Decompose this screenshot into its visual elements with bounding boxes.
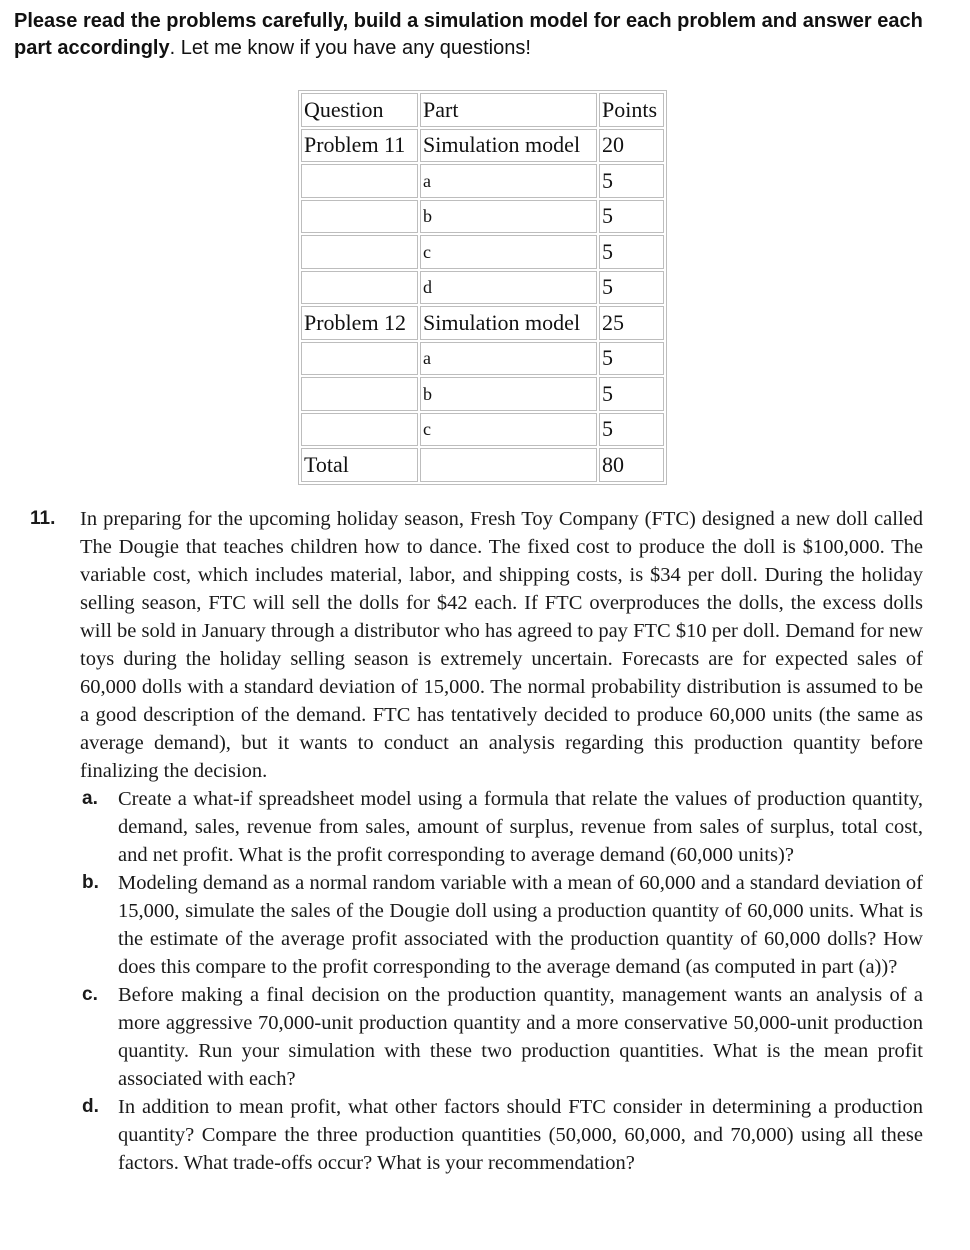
cell-question [301, 342, 418, 376]
points-table [298, 90, 667, 485]
cell-question [301, 164, 418, 198]
instructions [14, 8, 959, 62]
part-label: d. [82, 1096, 99, 1117]
cell-question: Problem 11 [301, 129, 418, 163]
header-points: Points [599, 93, 664, 127]
part-text: Create a what-if spreadsheet model using a formula that relate the values of production quantity, demand, sales, revenue from sales, amount of surplus, revenue from sales of surplus, total cost, and net profit. What is the profit corresponding to average demand (60,000 units)? [118, 788, 923, 866]
cell-part: d [420, 271, 597, 305]
table-row [301, 271, 664, 305]
cell-points: 5 [599, 342, 664, 376]
problem-part-a [30, 785, 923, 869]
header-question: Question [301, 93, 418, 127]
cell-question [301, 271, 418, 305]
cell-question: Problem 12 [301, 306, 418, 340]
cell-part [420, 448, 597, 482]
cell-part: c [420, 413, 597, 447]
table-row [301, 129, 664, 163]
part-label: b. [82, 872, 99, 893]
problem-part-c [30, 981, 923, 1093]
instructions-bold: Please read the problems carefully, build a simulation model for each problem and answer each part accordingly [14, 10, 923, 59]
cell-points: 5 [599, 200, 664, 234]
problem-part-b [30, 869, 923, 981]
cell-part: b [420, 200, 597, 234]
cell-points: 25 [599, 306, 664, 340]
instructions-rest: . Let me know if you have any questions! [169, 37, 531, 59]
part-text: In addition to mean profit, what other factors should FTC consider in determining a production quantity? Compare the three production quantities (50,000, 60,000, and 70,000) using all these factors. What trade-offs occur? What is your recommendation? [118, 1096, 923, 1174]
table-row [301, 342, 664, 376]
cell-part: a [420, 342, 597, 376]
cell-part: a [420, 164, 597, 198]
problem-statement [30, 505, 923, 785]
cell-question [301, 413, 418, 447]
table-total-row [301, 448, 664, 482]
header-part: Part [420, 93, 597, 127]
cell-total-label: Total [301, 448, 418, 482]
table-row [301, 306, 664, 340]
cell-question [301, 200, 418, 234]
problem-11 [30, 505, 923, 1177]
cell-points: 5 [599, 377, 664, 411]
part-text: Before making a final decision on the production quantity, management wants an analysis of a more aggressive 70,000-unit production quantity and a more conservative 50,000-unit production quantity. Run your simulation with these two production quantities. What is the mean profit associated with each? [118, 984, 923, 1090]
cell-part: c [420, 235, 597, 269]
part-label: c. [82, 984, 98, 1005]
table-header-row [301, 93, 664, 127]
cell-question [301, 235, 418, 269]
table-row [301, 377, 664, 411]
cell-question [301, 377, 418, 411]
cell-points: 20 [599, 129, 664, 163]
cell-total-points: 80 [599, 448, 664, 482]
part-label: a. [82, 788, 98, 809]
part-text: Modeling demand as a normal random variable with a mean of 60,000 and a standard deviation of 15,000, simulate the sales of the Dougie doll using a production quantity of 60,000 units. What is the estimate of the average profit associated with the production quantity of 60,000 dolls? How does this compare to the profit corresponding to the average demand (as computed in part (a))? [118, 872, 923, 978]
problem-text: In preparing for the upcoming holiday season, Fresh Toy Company (FTC) designed a new doll called The Dougie that teaches children how to dance. The fixed cost to produce the doll is $100,000. The variable cost, which includes material, labor, and shipping costs, is $34 per doll. During the holiday selling season, FTC will sell the dolls for $42 each. If FTC overproduces the dolls, the excess dolls will be sold in January through a distributor who has agreed to pay FTC $10 per doll. Demand for new toys during the holiday selling season is extremely uncertain. Forecasts are for expected sales of 60,000 dolls with a standard deviation of 15,000. The normal probability distribution is assumed to be a good description of the demand. FTC has tentatively decided to produce 60,000 units (the same as average demand), but it wants to conduct an analysis regarding this production quantity before finalizing the decision. [80, 508, 923, 782]
table-row [301, 200, 664, 234]
table-row [301, 413, 664, 447]
table-row [301, 164, 664, 198]
cell-points: 5 [599, 413, 664, 447]
table-row [301, 235, 664, 269]
cell-points: 5 [599, 235, 664, 269]
cell-points: 5 [599, 164, 664, 198]
problem-part-d [30, 1093, 923, 1177]
cell-part: Simulation model [420, 129, 597, 163]
cell-part: b [420, 377, 597, 411]
cell-points: 5 [599, 271, 664, 305]
problem-number: 11. [30, 508, 56, 529]
cell-part: Simulation model [420, 306, 597, 340]
